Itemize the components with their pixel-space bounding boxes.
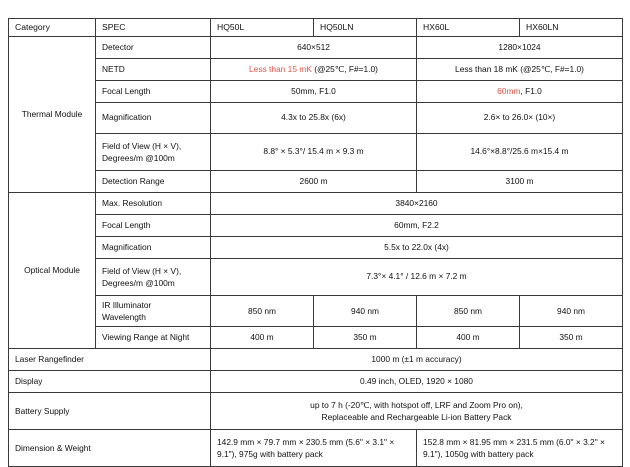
value-optical-focal-length: 60mm, F2.2: [211, 214, 623, 236]
table-row-display: [9, 371, 623, 393]
ir-label-line2: Wavelength: [102, 311, 146, 322]
spec-label-laser-rangefinder: Laser Rangefinder: [9, 349, 211, 371]
spec-label-optical-focal-length: Focal Length: [96, 214, 211, 236]
value-ir-hx60ln: 940 nm: [520, 295, 623, 326]
value-dimension-hx60: 152.8 mm × 81.95 mm × 231.5 mm (6.0" × 3.2" × 9.1"), 1050g with battery pack: [417, 430, 623, 467]
spec-label-dimension-weight: Dimension & Weight: [9, 430, 211, 467]
header-model-hq50ln: HQ50LN: [314, 19, 417, 37]
value-netd-hq50: [211, 58, 417, 80]
optical-fov-label-line2: Degrees/m @100m: [102, 277, 175, 288]
value-detection-range-hq50: 2600 m: [211, 170, 417, 192]
thermal-fov-label-line2: Degrees/m @100m: [102, 152, 175, 163]
spec-label-detector: Detector: [96, 36, 211, 58]
table-row-max-resolution: [9, 192, 623, 214]
table-row-optical-fov: [9, 258, 623, 295]
value-thermal-fov-hx60: 14.6°×8.8°/25.6 m×15.4 m: [417, 133, 623, 170]
value-ir-hq50ln: 940 nm: [314, 295, 417, 326]
table-row-netd: [9, 58, 623, 80]
header-spec: SPEC: [96, 19, 211, 37]
netd-highlight-text: Less than 15 mK: [249, 63, 312, 74]
header-category: Category: [9, 19, 96, 37]
netd-condition-text: (@25℃, F#=1.0): [311, 63, 378, 74]
thermal-fov-label-line1: Field of View (H × V),: [102, 140, 182, 151]
value-netd-hx60: Less than 18 mK (@25℃, F#=1.0): [417, 58, 623, 80]
table-row-viewing-range: [9, 327, 623, 349]
spec-label-netd: NETD: [96, 58, 211, 80]
table-header-row: [9, 19, 623, 37]
focal-highlight-text: 60mm: [497, 85, 521, 96]
category-optical-module: Optical Module: [9, 192, 96, 348]
table-row-detector: [9, 36, 623, 58]
spec-label-battery-supply: Battery Supply: [9, 393, 211, 430]
value-thermal-focal-hx60: [417, 80, 623, 102]
value-max-resolution: 3840×2160: [211, 192, 623, 214]
value-viewing-hx60ln: 350 m: [520, 327, 623, 349]
spec-label-ir-illuminator: [96, 295, 211, 326]
table-row-laser-rangefinder: [9, 349, 623, 371]
spec-label-display: Display: [9, 371, 211, 393]
value-thermal-fov-hq50: 8.8° × 5.3°/ 15.4 m × 9.3 m: [211, 133, 417, 170]
value-detection-range-hx60: 3100 m: [417, 170, 623, 192]
spec-label-max-resolution: Max. Resolution: [96, 192, 211, 214]
value-optical-magnification: 5.5x to 22.0x (4x): [211, 236, 623, 258]
table-row-detection-range: [9, 170, 623, 192]
header-model-hx60ln: HX60LN: [520, 19, 623, 37]
table-row-thermal-magnification: [9, 102, 623, 133]
table-row-dimension-weight: [9, 430, 623, 467]
value-laser-rangefinder: 1000 m (±1 m accuracy): [211, 349, 623, 371]
spec-label-thermal-magnification: Magnification: [96, 102, 211, 133]
specification-table: [8, 18, 623, 467]
spec-label-thermal-fov: [96, 133, 211, 170]
spec-label-viewing-range: Viewing Range at Night: [96, 327, 211, 349]
specification-sheet: [8, 18, 622, 467]
table-row-battery-supply: [9, 393, 623, 430]
table-row-thermal-fov: [9, 133, 623, 170]
category-thermal-module: Thermal Module: [9, 36, 96, 192]
spec-label-thermal-focal-length: Focal Length: [96, 80, 211, 102]
value-dimension-hq50: 142.9 mm × 79.7 mm × 230.5 mm (5.6" × 3.1" × 9.1"), 975g with battery pack: [211, 430, 417, 467]
value-ir-hx60l: 850 nm: [417, 295, 520, 326]
header-model-hq50l: HQ50L: [211, 19, 314, 37]
value-thermal-mag-hq50: 4.3x to 25.8x (6x): [211, 102, 417, 133]
ir-label-line1: IR Illuminator: [102, 299, 152, 310]
optical-fov-label-line1: Field of View (H × V),: [102, 265, 182, 276]
spec-label-optical-fov: [96, 258, 211, 295]
value-thermal-mag-hx60: 2.6× to 26.0× (10×): [417, 102, 623, 133]
table-row-optical-magnification: [9, 236, 623, 258]
value-viewing-hq50ln: 350 m: [314, 327, 417, 349]
value-viewing-hx60l: 400 m: [417, 327, 520, 349]
value-detector-hq50: 640×512: [211, 36, 417, 58]
value-battery-supply: [211, 393, 623, 430]
value-display: 0.49 inch, OLED, 1920 × 1080: [211, 371, 623, 393]
table-row-optical-focal-length: [9, 214, 623, 236]
value-ir-hq50l: 850 nm: [211, 295, 314, 326]
table-row-thermal-focal-length: [9, 80, 623, 102]
spec-label-optical-magnification: Magnification: [96, 236, 211, 258]
battery-line1: up to 7 h (-20℃, with hotspot off, LRF and Zoom Pro on),: [310, 399, 523, 410]
value-detector-hx60: 1280×1024: [417, 36, 623, 58]
focal-aperture-text: , F1.0: [520, 85, 542, 96]
value-thermal-focal-hq50: 50mm, F1.0: [211, 80, 417, 102]
value-optical-fov: 7.3°× 4.1° / 12.6 m × 7.2 m: [211, 258, 623, 295]
battery-line2: Replaceable and Rechargeable Li-ion Battery Pack: [321, 412, 512, 423]
header-model-hx60l: HX60L: [417, 19, 520, 37]
value-viewing-hq50l: 400 m: [211, 327, 314, 349]
spec-label-detection-range: Detection Range: [96, 170, 211, 192]
table-row-ir-illuminator: [9, 295, 623, 326]
